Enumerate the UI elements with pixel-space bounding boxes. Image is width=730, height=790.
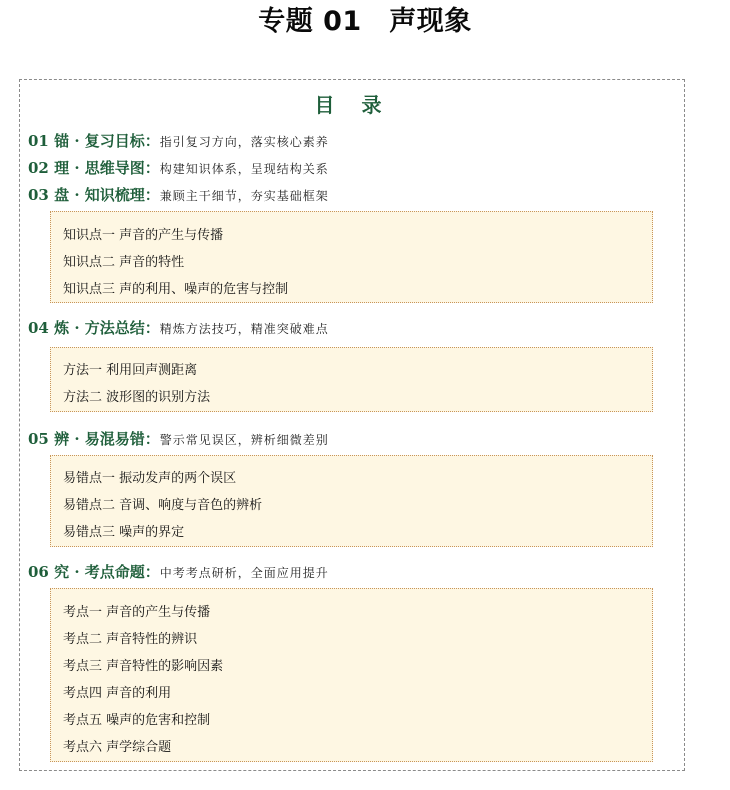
toc-item[interactable]: 考点三 声音特性的影响因素 [63, 659, 224, 674]
toc-heading: 目 录 [314, 93, 392, 117]
toc-item[interactable]: 考点五 噪声的危害和控制 [63, 713, 211, 728]
methods-box [50, 347, 653, 412]
toc-item[interactable]: 考点四 声音的利用 [63, 686, 172, 701]
section-label: 06 究 · 考点命题： [28, 563, 160, 581]
section-description: 指引复习方向，落实核心素养 [159, 135, 329, 149]
toc-item[interactable]: 知识点一 声音的产生与传播 [63, 228, 224, 243]
section-description: 精炼方法技巧，精准突破难点 [159, 322, 329, 336]
toc-item[interactable]: 考点六 声学综合题 [63, 740, 172, 755]
section-description: 中考考点研析，全面应用提升 [159, 566, 329, 580]
document-title: 专题 01 声现象 [258, 6, 472, 37]
toc-item[interactable]: 知识点三 声的利用、噪声的危害与控制 [63, 282, 289, 297]
section-description: 构建知识体系，呈现结构关系 [159, 162, 329, 176]
section-label: 04 炼 · 方法总结： [28, 319, 160, 337]
section-description: 兼顾主干细节，夯实基础框架 [159, 189, 329, 203]
toc-item[interactable]: 考点二 声音特性的辨识 [63, 632, 198, 647]
toc-section-common-mistakes[interactable] [28, 429, 329, 449]
toc-item[interactable]: 方法一 利用回声测距离 [63, 363, 198, 378]
section-description: 警示常见误区，辨析细微差别 [159, 433, 329, 447]
toc-item[interactable]: 易错点三 噪声的界定 [63, 525, 185, 540]
section-label: 01 锚 · 复习目标： [28, 132, 160, 150]
toc-section-knowledge-review[interactable] [28, 185, 329, 205]
toc-section-exam-topics[interactable] [28, 562, 329, 582]
toc-item[interactable]: 知识点二 声音的特性 [63, 255, 185, 270]
toc-section-mind-map[interactable] [28, 158, 329, 178]
knowledge-points-box [50, 211, 653, 303]
section-label: 02 理 · 思维导图： [28, 159, 160, 177]
toc-item[interactable]: 方法二 波形图的识别方法 [63, 390, 211, 405]
mistakes-box [50, 455, 653, 547]
section-label: 05 辨 · 易混易错： [28, 430, 160, 448]
section-label: 03 盘 · 知识梳理： [28, 186, 160, 204]
toc-item[interactable]: 易错点二 音调、响度与音色的辨析 [63, 498, 263, 513]
toc-item[interactable]: 易错点一 振动发声的两个误区 [63, 471, 237, 486]
table-of-contents [19, 79, 685, 771]
toc-section-method-summary[interactable] [28, 318, 329, 338]
exam-topics-box [50, 588, 653, 762]
toc-section-review-goals[interactable] [28, 131, 329, 151]
toc-item[interactable]: 考点一 声音的产生与传播 [63, 605, 211, 620]
